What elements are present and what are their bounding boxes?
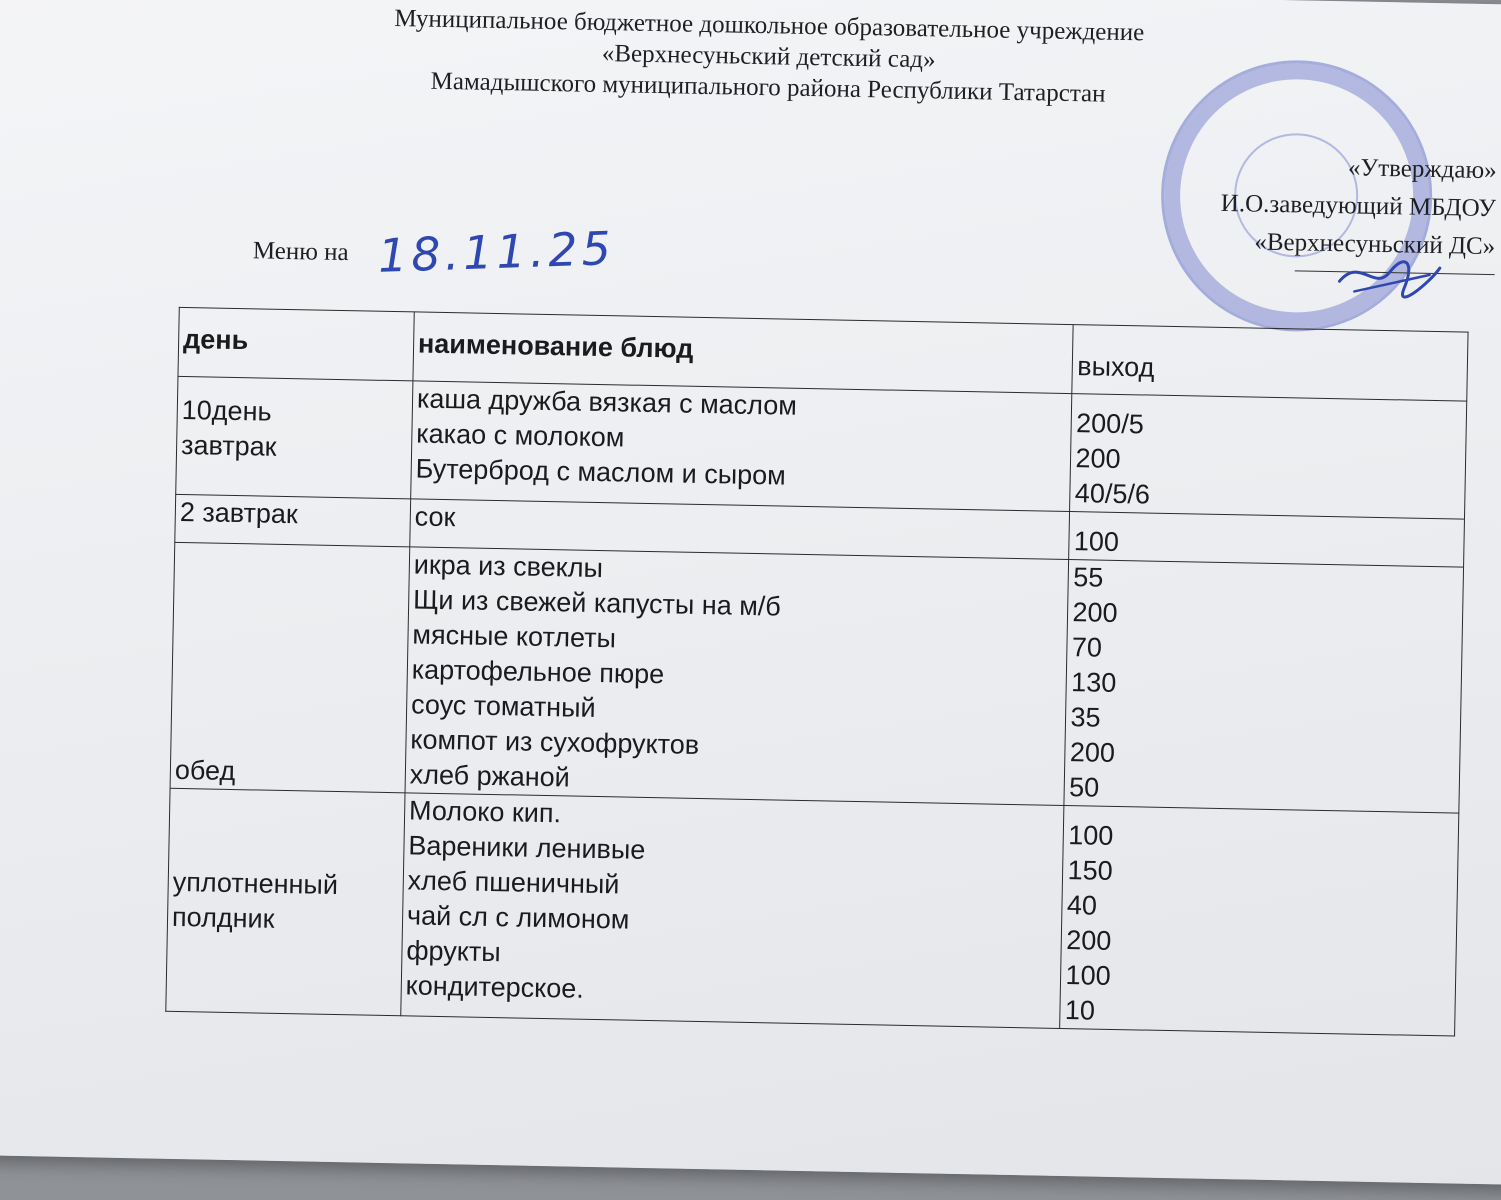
handwritten-signature (1334, 251, 1445, 303)
dish-item: хлеб пшеничный (407, 865, 620, 900)
menu-label: Меню на (252, 237, 349, 267)
yield-value: 150 (1067, 855, 1113, 886)
day-line: полдник (171, 901, 275, 934)
yield-value: 100 (1067, 820, 1114, 851)
yield-value: 100 (1073, 526, 1120, 557)
dish-item: Вареники ленивые (408, 830, 646, 865)
approval-position: И.О.заведующий МБДОУ (1220, 189, 1497, 223)
dish-item: хлеб ржаной (409, 759, 571, 793)
dish-item: Бутерброд с маслом и сыром (415, 453, 787, 491)
dishes-cell (405, 547, 1069, 806)
yield-value: 200 (1069, 737, 1116, 768)
yields-cell (1069, 512, 1464, 568)
yield-value: 100 (1065, 960, 1111, 991)
yield-value: 200 (1072, 597, 1118, 628)
dish-item: Молоко кип. (408, 795, 562, 829)
dish-item: кондитерское. (405, 970, 585, 1004)
yield-value: 35 (1070, 702, 1101, 733)
day-line: 2 завтрак (179, 496, 299, 530)
header-line-1: Муниципальное бюджетное дошкольное образовательное учреждение (394, 4, 1145, 47)
yield-value: 55 (1072, 562, 1104, 593)
yields-cell (1060, 805, 1459, 1036)
yield-value: 10 (1064, 995, 1096, 1026)
day-line: завтрак (180, 429, 277, 462)
dishes-cell (401, 793, 1065, 1029)
dish-item: Щи из свежей капусты на м/б (412, 584, 782, 622)
approval-org: «Верхнесуньский ДС» (1254, 228, 1496, 261)
yield-value: 50 (1068, 772, 1100, 803)
dish-item: мясные котлеты (412, 619, 617, 654)
approval-title: «Утверждаю» (1347, 154, 1497, 185)
menu-table (165, 307, 1468, 1037)
dish-item: икра из свеклы (413, 549, 604, 584)
header-day: день (178, 307, 414, 380)
dish-item: соус томатный (410, 689, 596, 723)
header-line-2: «Верхнесуньский детский сад» (601, 39, 936, 74)
table-row (166, 788, 1459, 1036)
dish-item: фрукты (406, 935, 501, 968)
yield-value: 40 (1066, 890, 1098, 921)
dish-item: каша дружба вязкая с маслом (416, 383, 798, 421)
yield-value: 200/5 (1075, 408, 1145, 440)
dish-item: сок (414, 501, 456, 533)
yield-value: 200 (1075, 443, 1121, 475)
table-row (170, 542, 1463, 813)
yield-value: 130 (1070, 667, 1117, 698)
dish-item: компот из сухофруктов (410, 724, 700, 760)
day-line: уплотненный (172, 866, 339, 901)
day-cell (175, 494, 411, 547)
dish-item: картофельное пюре (411, 654, 665, 690)
header-dish-name: наименование блюд (413, 312, 1074, 394)
day-cell (176, 376, 413, 498)
dish-item: какао с молоком (416, 418, 625, 453)
day-cell (170, 542, 410, 792)
header-yield: выход (1072, 325, 1468, 402)
day-line: обед (174, 754, 236, 787)
yield-value: 200 (1065, 925, 1112, 956)
day-line: 10день (181, 394, 272, 427)
dish-item: чай сл с лимоном (406, 900, 630, 935)
dishes-cell (411, 381, 1073, 512)
yield-value: 70 (1071, 632, 1103, 663)
day-cell (166, 788, 405, 1015)
menu-date-handwritten: 18.11.25 (377, 221, 616, 283)
yield-value: 40/5/6 (1074, 478, 1151, 510)
yields-cell (1070, 394, 1467, 520)
header-line-3: Мамадышского муниципального района Республики Татарстан (430, 67, 1106, 108)
yields-cell (1064, 560, 1463, 814)
